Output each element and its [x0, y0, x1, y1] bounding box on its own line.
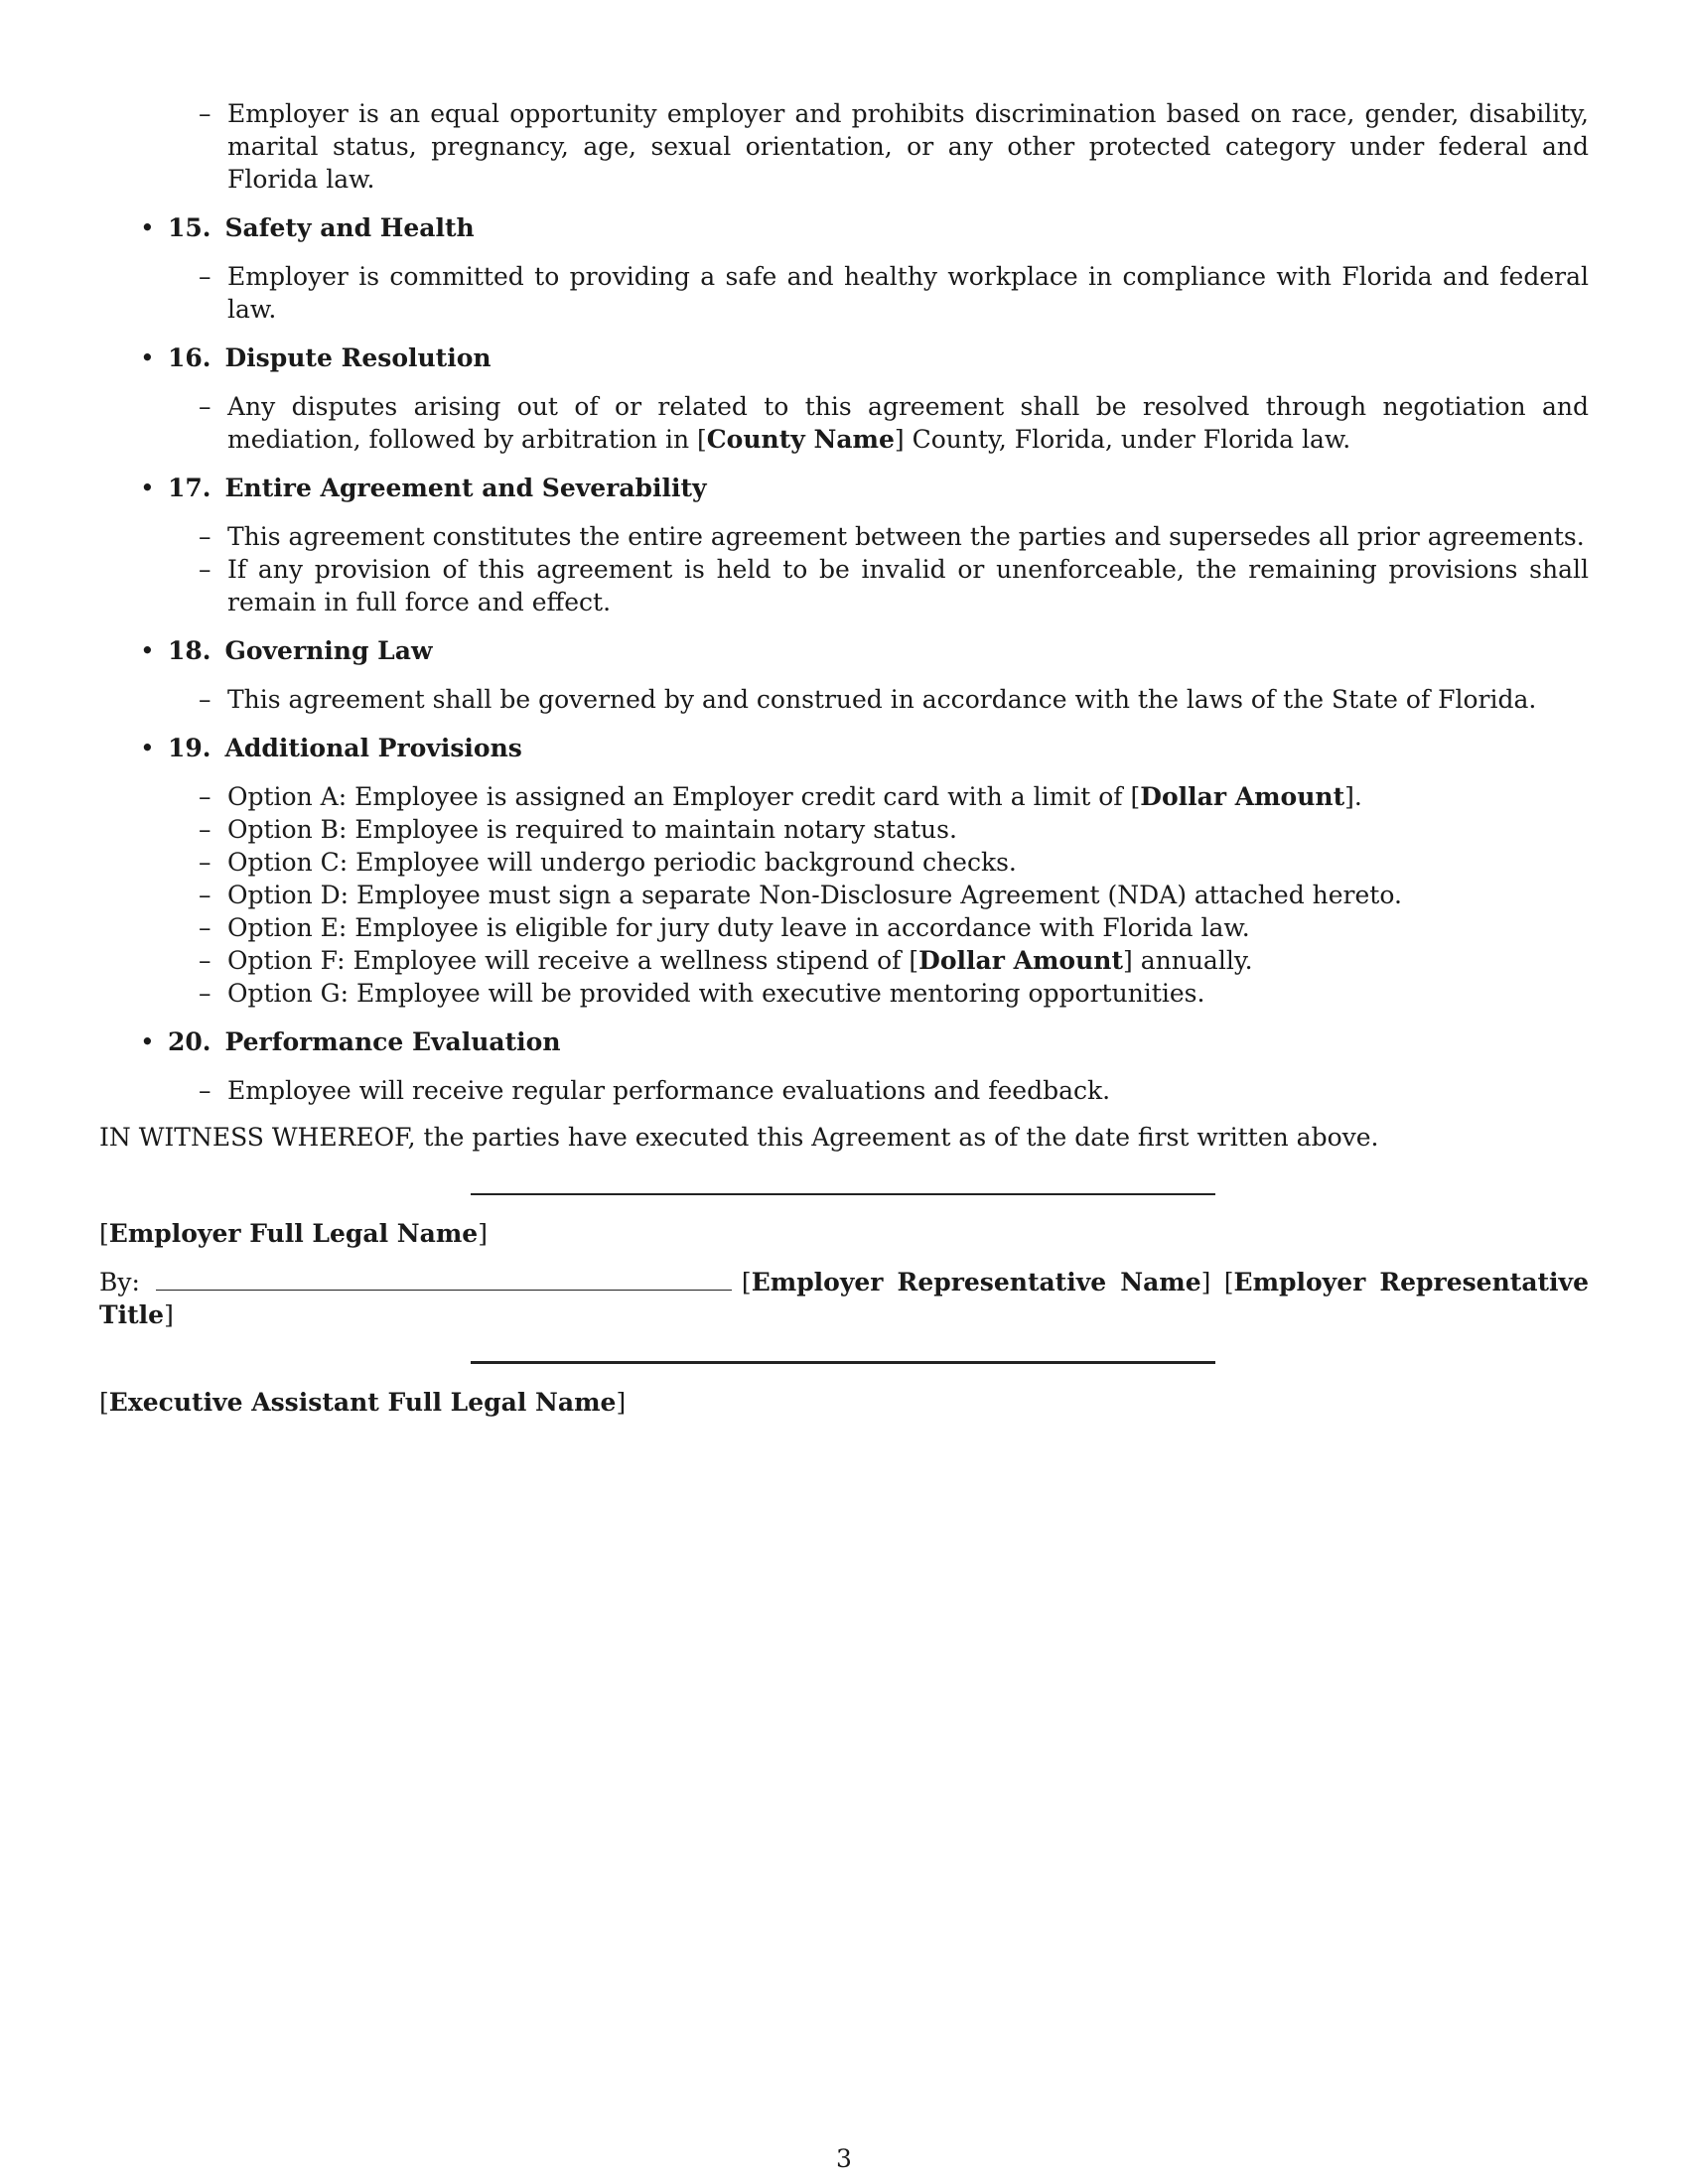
- option-c: – Option C: Employee will undergo periodic background checks.: [99, 846, 1589, 879]
- option-text: Option A: Employee is assigned an Employer credit card with a limit of: [227, 782, 1131, 811]
- option-f: – Option F: Employee will receive a wellness stipend of [Dollar Amount] annually.: [99, 944, 1589, 977]
- section-18-heading: [99, 634, 1589, 667]
- representative-name: Employer Representative Name: [751, 1268, 1201, 1297]
- list-item: – Employer is committed to providing a safe and healthy workplace in compliance with Florida and federal law.: [99, 260, 1589, 326]
- assistant-name-block: [Executive Assistant Full Legal Name]: [99, 1388, 627, 1417]
- section-15-list: [99, 260, 1589, 326]
- section-18-list: [99, 683, 1589, 716]
- employer-signature-line[interactable]: [471, 1193, 1215, 1195]
- section-title: Dispute Resolution: [224, 343, 492, 372]
- section-19-heading: [99, 732, 1589, 764]
- option-text: Option F: Employee will receive a wellness stipend of: [227, 946, 910, 975]
- option-a: – Option A: Employee is assigned an Employer credit card with a limit of [Dollar Amount].: [99, 780, 1589, 813]
- section-title: Additional Provisions: [224, 734, 522, 762]
- section-number: 19.: [168, 734, 211, 762]
- placeholder-dollar-amount: Dollar Amount: [1140, 782, 1345, 811]
- representative-title: Employer Representative Title: [99, 1268, 1589, 1329]
- list-item: – Employee will receive regular performance evaluations and feedback.: [99, 1074, 1589, 1107]
- clause-text: Any disputes arising out of or related to this agreement shall be resolved through negotiation and mediation, followed by arbitration in: [227, 392, 1589, 454]
- representative-signature-blank[interactable]: [156, 1268, 732, 1291]
- option-g: – Option G: Employee will be provided with executive mentoring opportunities.: [99, 977, 1589, 1010]
- eeo-clause: – Employer is an equal opportunity employer and prohibits discrimination based on race, gender, disability, marital status, pregnancy, age, sexual orientation, or any other protected category under federal and Florida law.: [99, 97, 1589, 196]
- list-item: – This agreement shall be governed by and construed in accordance with the laws of the State of Florida.: [99, 683, 1589, 716]
- section-17-heading: [99, 472, 1589, 504]
- option-b: – Option B: Employee is required to maintain notary status.: [99, 813, 1589, 846]
- option-e: – Option E: Employee is eligible for jury duty leave in accordance with Florida law.: [99, 911, 1589, 944]
- section-17-list: [99, 520, 1589, 618]
- witness-statement: IN WITNESS WHEREOF, the parties have executed this Agreement as of the date first written above.: [99, 1123, 1379, 1152]
- option-text: .: [1353, 782, 1362, 811]
- section-title: Governing Law: [224, 636, 433, 665]
- employer-name-block: [Employer Full Legal Name]: [99, 1219, 488, 1248]
- assistant-name: Executive Assistant Full Legal Name: [108, 1388, 617, 1417]
- section-number: 20.: [168, 1027, 211, 1056]
- placeholder-county-name: County Name: [706, 425, 895, 454]
- section-16-list: [99, 390, 1589, 456]
- section-title: Safety and Health: [224, 213, 475, 242]
- section-15-heading: [99, 211, 1589, 244]
- page-number: 3: [836, 2144, 852, 2173]
- employer-name: Employer Full Legal Name: [108, 1219, 479, 1248]
- section-16-heading: [99, 341, 1589, 374]
- section-number: 18.: [168, 636, 211, 665]
- section-19-list: [99, 780, 1589, 1010]
- representative-row: By: [Employer Representative Name] [Employer Representative Title]: [99, 1268, 1589, 1329]
- section-title: Performance Evaluation: [224, 1027, 561, 1056]
- intro-list: [99, 97, 1589, 196]
- section-title: Entire Agreement and Severability: [224, 474, 707, 502]
- by-label: By:: [99, 1268, 140, 1297]
- option-text: annually.: [1132, 946, 1253, 975]
- section-20-heading: [99, 1025, 1589, 1058]
- list-item: – Any disputes arising out of or related to this agreement shall be resolved through negotiation and mediation, followed by arbitration in [County Name] County, Florida, under Florida law.: [99, 390, 1589, 456]
- section-number: 17.: [168, 474, 211, 502]
- list-item: – This agreement constitutes the entire agreement between the parties and supersedes all prior agreements.: [99, 520, 1589, 553]
- placeholder-dollar-amount: Dollar Amount: [918, 946, 1124, 975]
- option-d: – Option D: Employee must sign a separate Non-Disclosure Agreement (NDA) attached hereto.: [99, 879, 1589, 911]
- list-item: – If any provision of this agreement is held to be invalid or unenforceable, the remaining provisions shall remain in full force and effect.: [99, 553, 1589, 618]
- section-number: 15.: [168, 213, 211, 242]
- clause-text: County, Florida, under Florida law.: [904, 425, 1351, 454]
- document-page: [99, 97, 1589, 1419]
- assistant-signature-line[interactable]: [471, 1361, 1215, 1364]
- section-20-list: [99, 1074, 1589, 1107]
- section-number: 16.: [168, 343, 211, 372]
